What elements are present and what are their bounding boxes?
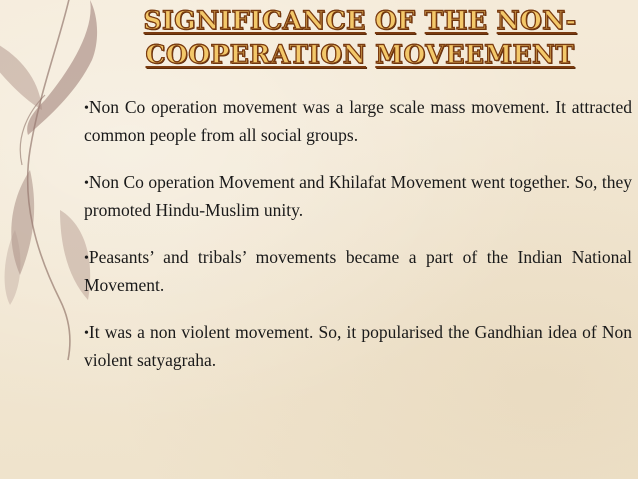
bullet-text: Non Co operation Movement and Khilafat Movement went together. So, they promoted Hindu-Muslim unity. (84, 172, 632, 220)
bullet-list (84, 94, 632, 394)
bullet-icon: • (84, 251, 89, 266)
bullet-text: Non Co operation movement was a large scale mass movement. It attracted common people from all social groups. (84, 97, 632, 145)
title-word: SIGNIFICANCE (143, 6, 366, 35)
bullet-icon: • (84, 101, 89, 116)
title-word: COOPERATION (145, 40, 367, 69)
title-word: OF (374, 6, 416, 35)
bullet-text: Peasants’ and tribals’ movements became a part of the Indian National Movement. (84, 247, 632, 295)
bullet-point (84, 244, 632, 298)
title-word: NON- (496, 6, 577, 35)
bullet-icon: • (84, 326, 89, 341)
bullet-point (84, 169, 632, 223)
bullet-point (84, 94, 632, 148)
title-word: THE (424, 6, 488, 35)
bullet-icon: • (84, 176, 89, 191)
bullet-point (84, 319, 632, 373)
bullet-text: It was a non violent movement. So, it popularised the Gandhian idea of Non violent satyagraha. (84, 322, 632, 370)
slide-title (80, 4, 638, 72)
title-word: MOVEEMENT (375, 40, 575, 69)
